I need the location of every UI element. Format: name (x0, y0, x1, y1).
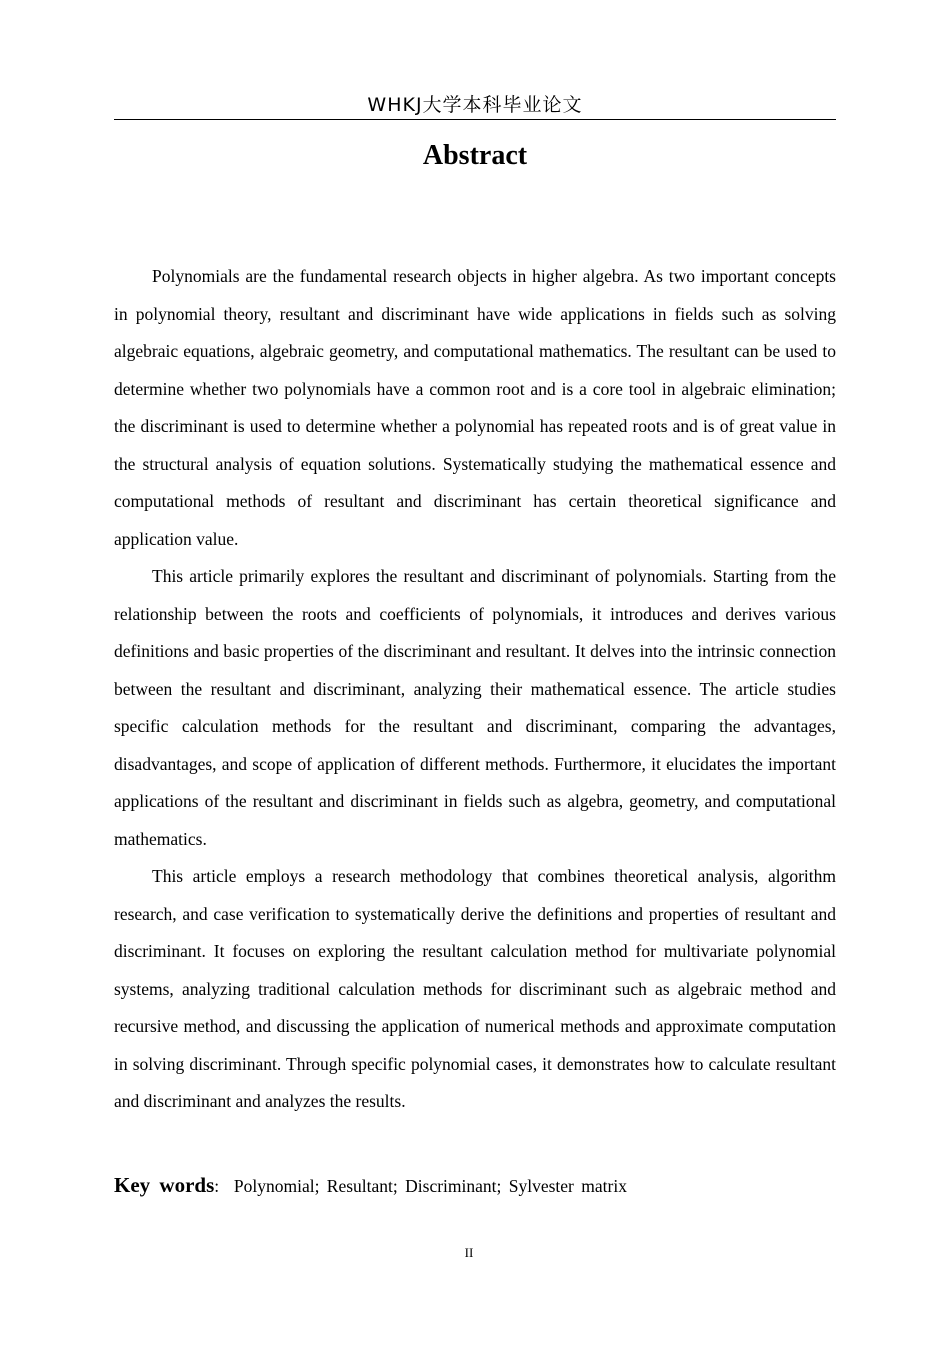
keywords-separator: : (214, 1176, 220, 1196)
keywords-line (114, 1167, 836, 1205)
abstract-body (114, 258, 836, 1121)
keywords-label: Key words (114, 1173, 215, 1197)
page-number: II (464, 1245, 474, 1260)
abstract-paragraph: Polynomials are the fundamental research objects in higher algebra. As two important concepts in polynomial theory, resultant and discriminant have wide applications in fields such as solving algebraic equations, algebraic geometry, and computational mathematics. The resultant can be used to determine whether two polynomials have a common root and is a core tool in algebraic elimination; the discriminant is used to determine whether a polynomial has repeated roots and is of great value in the structural analysis of equation solutions. Systematically studying the mathematical essence and computational methods of resultant and discriminant has certain theoretical significance and application value. (114, 266, 836, 549)
keywords-value: Polynomial; Resultant; Discriminant; Sylvester matrix (233, 1176, 627, 1196)
header-title: WHKJ大学本科毕业论文 (367, 94, 583, 116)
abstract-paragraph: This article primarily explores the resultant and discriminant of polynomials. Starting from the relationship between the roots and coefficients of polynomials, it introduces and derives various definitions and basic properties of the discriminant and resultant. It delves into the intrinsic connection between the resultant and discriminant, analyzing their mathematical essence. The article studies specific calculation methods for the resultant and discriminant, comparing the advantages, disadvantages, and scope of application of different methods. Furthermore, it elucidates the important applications of the resultant and discriminant in fields such as algebra, geometry, and computational mathematics. (114, 566, 836, 849)
page-header (114, 94, 836, 120)
abstract-title: Abstract (422, 140, 528, 171)
abstract-paragraph: This article employs a research methodology that combines theoretical analysis, algorithm research, and case verification to systematically derive the definitions and properties of resultant and discriminant. It focuses on exploring the resultant calculation method for multivariate polynomial systems, analyzing traditional calculation methods for discriminant such as algebraic method and recursive method, and discussing the application of numerical methods and approximate computation in solving discriminant. Through specific polynomial cases, it demonstrates how to calculate resultant and discriminant and analyzes the results. (114, 866, 836, 1111)
